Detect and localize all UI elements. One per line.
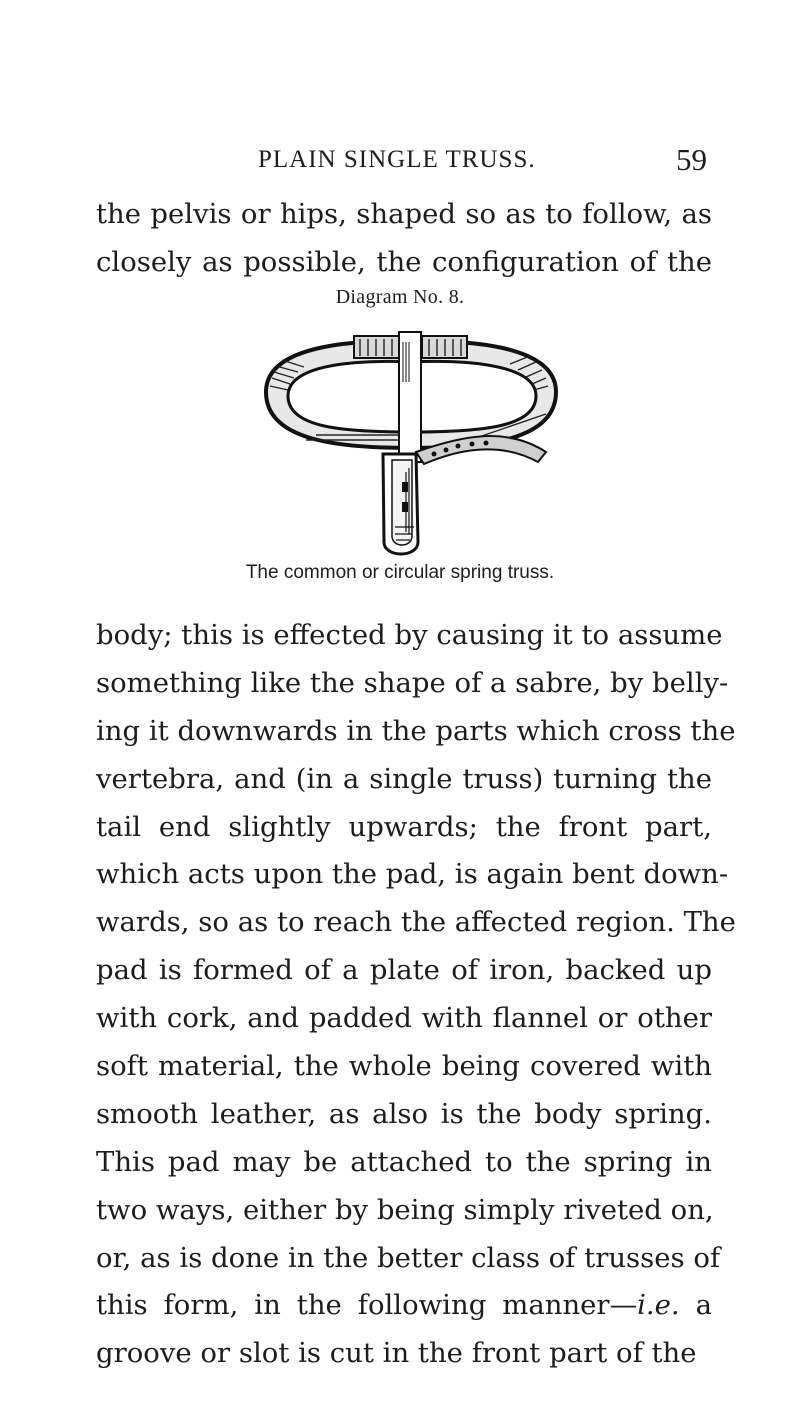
text-line: two ways, either by being simply riveted on, <box>96 1193 714 1226</box>
paragraph-bottom <box>96 612 736 1378</box>
text-line: pad is formed of a plate of iron, backed up <box>96 954 712 987</box>
diagram-label: Diagram No. 8. <box>335 286 465 308</box>
text-line <box>96 1282 712 1330</box>
paragraph-top <box>96 190 712 286</box>
text-line: wards, so as to reach the affected region. The <box>96 906 736 939</box>
text-fragment: a <box>679 1289 712 1322</box>
text-fragment-italic: i.e. <box>637 1289 680 1322</box>
text-line: something like the shape of a sabre, by belly- <box>96 666 729 699</box>
text-line: soft material, the whole being covered with <box>96 1050 712 1083</box>
text-line: groove or slot is cut in the front part of the <box>96 1337 697 1370</box>
text-line: which acts upon the pad, is again bent down- <box>96 858 729 891</box>
text-fragment: this form, in the following manner— <box>96 1289 638 1322</box>
text-line: closely as possible, the configuration of the <box>96 246 712 278</box>
text-line: smooth leather, as also is the body spring. <box>96 1097 712 1130</box>
text-line: body; this is effected by causing it to assume <box>96 619 723 651</box>
text-line: This pad may be attached to the spring in <box>96 1145 712 1178</box>
text-line: tail end slightly upwards; the front part, <box>96 810 712 843</box>
running-head <box>0 142 800 186</box>
text-line: vertebra, and (in a single truss) turning the <box>96 762 712 795</box>
figure-caption: The common or circular spring truss. <box>245 562 555 583</box>
truss-illustration <box>246 322 576 562</box>
text-line: or, as is done in the better class of trusses of <box>96 1241 721 1274</box>
page-number: 59 <box>676 142 707 177</box>
running-title: PLAIN SINGLE TRUSS. <box>258 146 536 173</box>
text-line: with cork, and padded with flannel or other <box>96 1002 712 1035</box>
text-line: ing it downwards in the parts which cross the <box>96 714 736 747</box>
text-line: the pelvis or hips, shaped so as to follow, as <box>96 198 712 230</box>
